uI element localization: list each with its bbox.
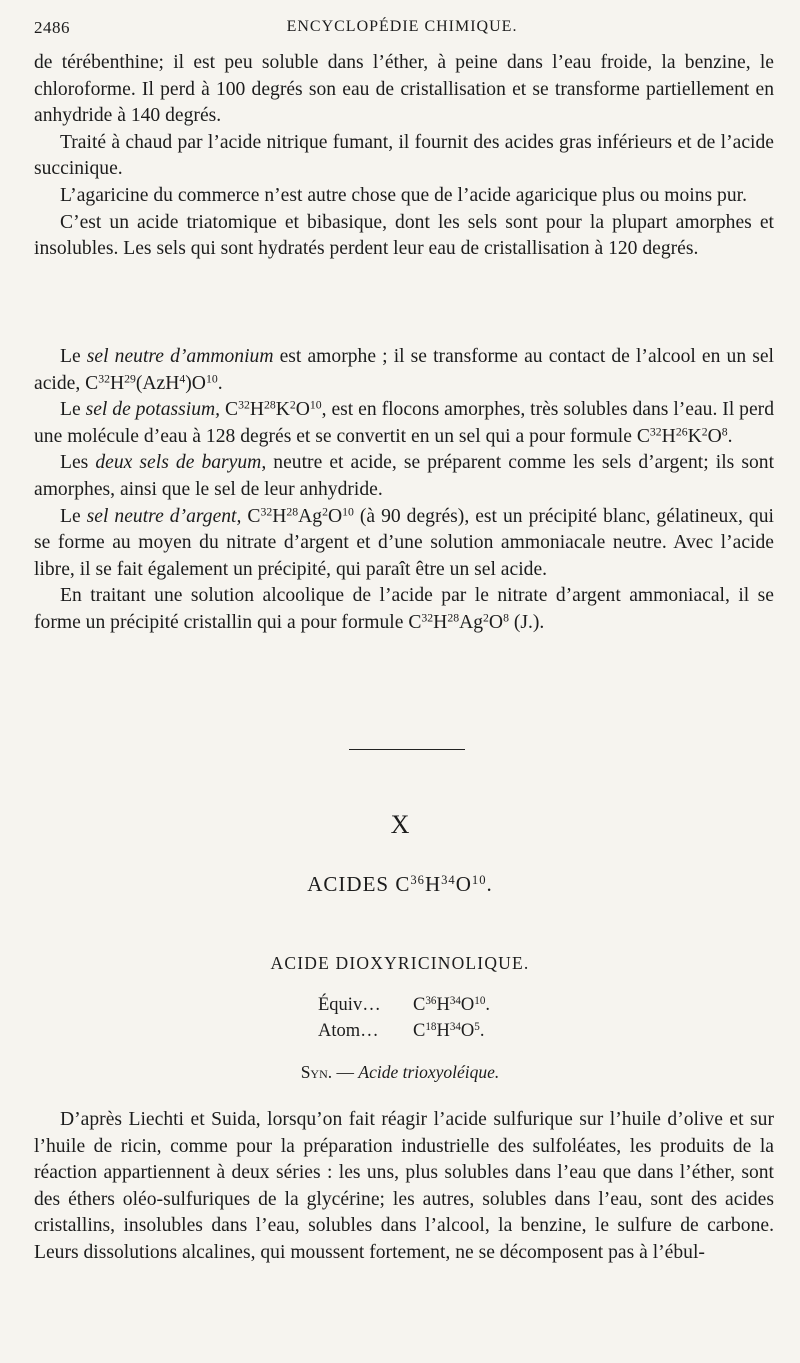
chemical-formula: $C^{32}H^{28}K^2O^{10}$, [224,398,327,421]
formula-table [318,992,490,1044]
paragraph-ammonium: Le sel neutre d’ammonium est amorphe ; il se transforme au contact de l’alcool en un sel acide, $C^{32}H^{29}(AzH^4)O^{10}$. [34,346,774,394]
salts-section [34,344,774,637]
salt-name: sel neutre d’argent, [86,505,242,527]
page-number: 2486 [34,18,70,37]
paragraph: Traité à chaud par l’acide nitrique fumant, il fournit des acides gras inférieurs et de l’acide succinique. [34,131,774,180]
syn-label: Syn. [300,1062,333,1082]
formula-row [318,1018,490,1044]
salt-name: sel de potassium, [85,399,221,421]
synonym-line: Syn. — Acide trioxyoléique. [300,1062,500,1082]
salt-name: sel neutre d’ammonium [86,346,274,367]
syn-value: Acide trioxyoléique. [358,1062,500,1082]
chemical-formula: $C^{36}H^{34}O^{10}$. [413,994,490,1015]
paragraph-baryum: Les deux sels de baryum, neutre et acide, se préparent comme les sels d’argent; ils sont amorphes, ainsi que le sel de leur anhydride. [34,452,775,500]
chemical-formula: $C^{32}H^{28}Ag^2O^{10}$ [247,505,354,527]
salt-name: deux sels de baryum, [95,452,267,474]
page-header [34,14,770,44]
running-head: ENCYCLOPÉDIE CHIMIQUE. [286,18,518,35]
chemical-formula: $C^{32}H^{29}(AzH^4)O^{10}$. [85,372,223,394]
acid-class-title: ACIDES $C^{36}H^{34}O^{10}$. [307,872,493,896]
agaricic-acid-continuation [34,50,774,263]
chemical-formula: $C^{36}H^{34}O^{10}$. [395,872,493,896]
acid-title: ACIDE DIOXYRICINOLIQUE. [270,953,530,973]
paragraph-ammoniacal: En traitant une solution alcoolique de l’acide par le nitrate d’argent ammoniacal, il se forme un précipité cristallin qui a pour formule $C^{32}H^{28}Ag^2O^8$ (J.). [34,585,774,633]
paragraph-argent: Le sel neutre d’argent, $C^{32}H^{28}Ag^2O^{10}$ (à 90 degrés), est un précipité blanc, gélatineux, qui se forme au moyen du nitrate d’argent et d’une solution ammoniacale neutre. Avec l’acide libre, il se fait également un précipité, qui paraît être un sel acide. [34,505,774,580]
formula-row [318,992,490,1018]
chemical-formula: $C^{18}H^{34}O^5$. [413,1020,485,1041]
section-number: X [390,810,410,839]
section-divider [349,749,465,750]
atom-label: Atom… [318,1021,379,1041]
paragraph: C’est un acide triatomique et bibasique, dont les sels sont pour la plupart amorphes et insolubles. Les sels qui sont hydratés perdent leur eau de cristallisation à 120 degrés. [34,211,774,260]
dioxyricinolic-acid-body [34,1107,774,1267]
chemical-formula: $C^{32}H^{28}Ag^2O^8$ [408,611,509,633]
paragraph-potassium: Le sel de potassium, $C^{32}H^{28}K^2O^{10}$, est en flocons amorphes, très solubles dans l’eau. Il perd une molécule d’eau à 128 degrés et se convertit en un sel qui a pour formule $C^{32}H^{26}K^2O^8$. [34,398,774,447]
chemical-formula: $C^{32}H^{26}K^2O^8$. [636,425,733,447]
paragraph: de térébenthine; il est peu soluble dans l’éther, à peine dans l’eau froide, la benzine, le chloroforme. Il perd à 100 degrés son eau de cristallisation et se transforme partiellement en anhydride à 140 degrés. [34,52,774,127]
paragraph: D’après Liechti et Suida, lorsqu’on fait réagir l’acide sulfurique sur l’huile d’olive et sur l’huile de ricin, comme pour la préparation industrielle des sulfoléates, les produits de la réaction appartiennent à deux séries : les uns, plus solubles dans l’eau que dans l’éther, sont des éthers oléo-sulfuriques de la glycérine; les autres, solubles dans l’eau, sont des acides cristallins, insolubles dans l’eau, solubles dans l’alcool, la benzine, le sulfure de carbone. Leurs dissolutions alcalines, qui moussent fortement, ne se décomposent pas à l’ébul- [34,1109,774,1263]
paragraph: L’agaricine du commerce n’est autre chose que de l’acide agaricique plus ou moins pur. [60,184,747,206]
equiv-label: Équiv… [318,995,381,1015]
